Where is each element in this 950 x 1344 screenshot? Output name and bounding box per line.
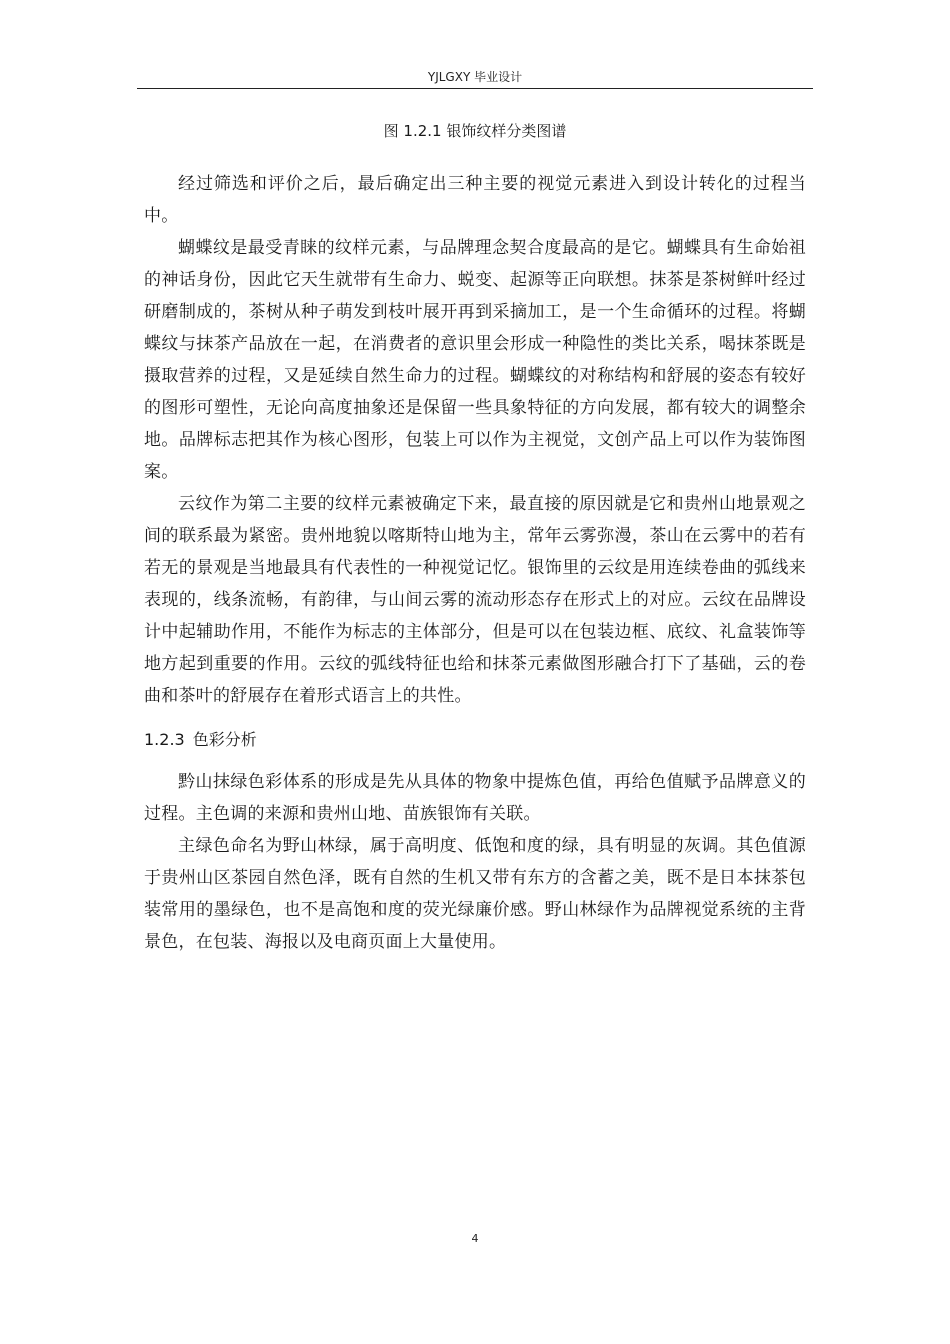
paragraph: 蝴蝶纹是最受青睐的纹样元素，与品牌理念契合度最高的是它。蝴蝶具有生命始祖的神话身份，因此它天生就带有生命力、蜕变、起源等正向联想。抹茶是茶树鲜叶经过研磨制成的，茶树从种子萌发到枝叶展开再到采摘加工，是一个生命循环的过程。将蝴蝶纹与抹茶产品放在一起，在消费者的意识里会形成一种隐性的类比关系，喝抹茶既是摄取营养的过程，又是延续自然生命力的过程。蝴蝶纹的对称结构和舒展的姿态有较好的图形可塑性，无论向高度抽象还是保留一些具象特征的方向发展，都有较大的调整余地。品牌标志把其作为核心图形，包装上可以作为主视觉，文创产品上可以作为装饰图案。	[144, 238, 806, 482]
page-header: YJLGXY 毕业设计	[427, 70, 523, 84]
header-divider	[137, 88, 813, 89]
figure-caption: 图 1.2.1 银饰纹样分类图谱	[383, 122, 567, 140]
section-title: 色彩分析	[192, 730, 257, 749]
section-number: 1.2.3	[144, 730, 185, 749]
paragraph: 黔山抹绿色彩体系的形成是先从具体的物象中提炼色值，再给色值赋予品牌意义的过程。主色调的来源和贵州山地、苗族银饰有关联。	[144, 772, 806, 824]
paragraph: 云纹作为第二主要的纹样元素被确定下来，最直接的原因就是它和贵州山地景观之间的联系最为紧密。贵州地貌以喀斯特山地为主，常年云雾弥漫，茶山在云雾中的若有若无的景观是当地最具有代表性的一种视觉记忆。银饰里的云纹是用连续卷曲的弧线来表现的，线条流畅，有韵律，与山间云雾的流动形态存在形式上的对应。云纹在品牌设计中起辅助作用，不能作为标志的主体部分，但是可以在包装边框、底纹、礼盒装饰等地方起到重要的作用。云纹的弧线特征也给和抹茶元素做图形融合打下了基础，云的卷曲和茶叶的舒展存在着形式语言上的共性。	[144, 494, 806, 706]
section-heading	[144, 726, 806, 754]
page-number: 4	[471, 1232, 479, 1245]
document-body	[144, 168, 806, 958]
paragraph: 经过筛选和评价之后，最后确定出三种主要的视觉元素进入到设计转化的过程当中。	[144, 174, 806, 226]
paragraph: 主绿色命名为野山林绿，属于高明度、低饱和度的绿，具有明显的灰调。其色值源于贵州山区茶园自然色泽，既有自然的生机又带有东方的含蓄之美，既不是日本抹茶包装常用的墨绿色，也不是高饱和度的荧光绿廉价感。野山林绿作为品牌视觉系统的主背景色，在包装、海报以及电商页面上大量使用。	[144, 836, 806, 952]
